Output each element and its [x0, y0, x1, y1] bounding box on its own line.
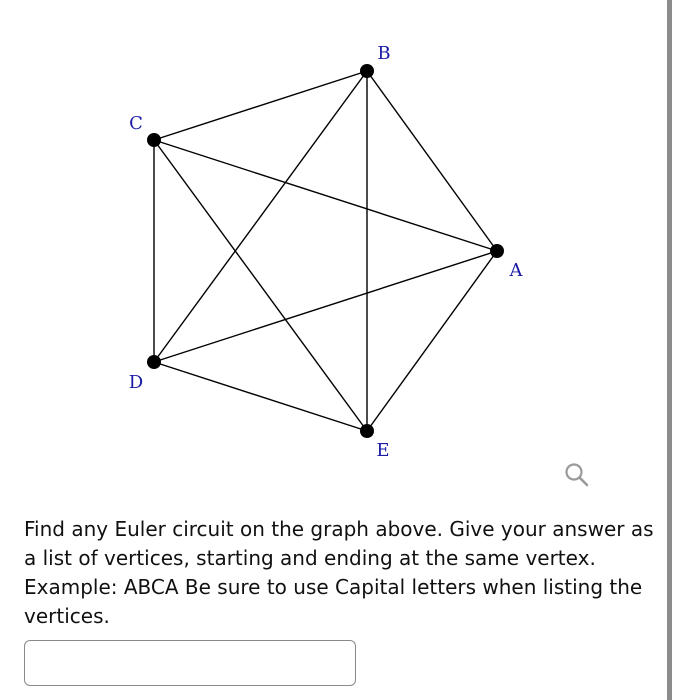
right-border	[667, 0, 672, 700]
vertex-A	[490, 244, 504, 258]
edge-AE	[367, 251, 497, 431]
vertex-C	[147, 133, 161, 147]
edge-DE	[154, 362, 367, 431]
vertex-B	[360, 64, 374, 78]
edge-AC	[154, 140, 497, 251]
graph-edges	[154, 71, 497, 431]
answer-input[interactable]	[24, 640, 356, 686]
vertex-label-E: E	[376, 440, 390, 461]
magnifier-icon[interactable]	[562, 460, 592, 490]
vertex-label-D: D	[128, 372, 144, 393]
vertex-E	[360, 424, 374, 438]
edge-CE	[154, 140, 367, 431]
edge-AD	[154, 251, 497, 362]
question-text: Find any Euler circuit on the graph above. Give your answer as a list of vertices, starting and ending at the same vertex. Example: ABCA Be sure to use Capital letters when listing the vertices.	[24, 517, 654, 628]
edge-BD	[154, 71, 367, 362]
graph-labels	[129, 43, 524, 461]
vertex-D	[147, 355, 161, 369]
graph-vertices	[147, 64, 504, 438]
vertex-label-A: A	[509, 260, 523, 281]
edge-AB	[367, 71, 497, 251]
vertex-label-C: C	[129, 113, 143, 134]
edge-BC	[154, 71, 367, 140]
vertex-label-B: B	[377, 43, 391, 64]
